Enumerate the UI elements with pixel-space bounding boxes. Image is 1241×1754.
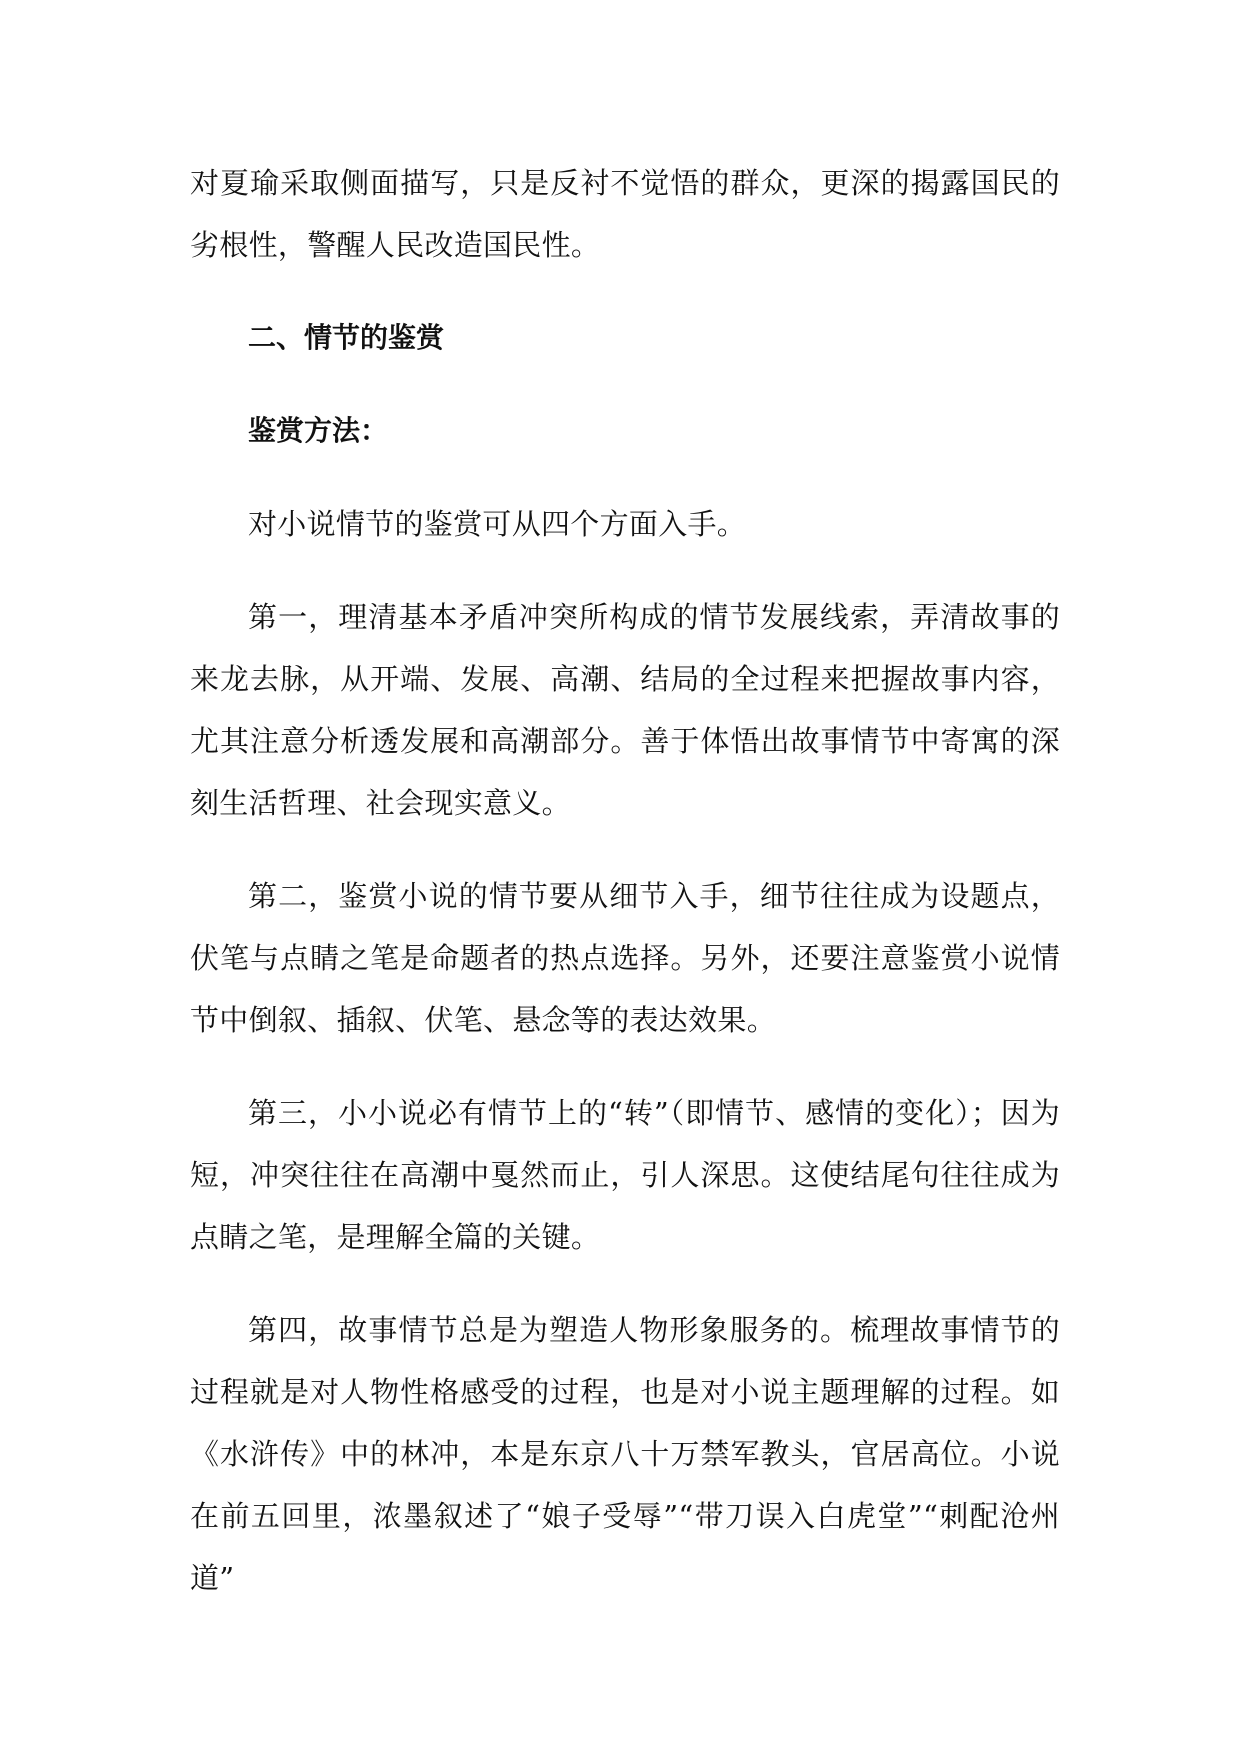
paragraph-gap [190,834,1060,865]
paragraph-point-2: 第二，鉴赏小说的情节要从细节入手，细节往往成为设题点，伏笔与点睛之笔是命题者的热点选择。另外，还要注意鉴赏小说情节中倒叙、插叙、伏笔、悬念等的表达效果。 [190,879,1060,1037]
subsection-heading: 鉴赏方法： [248,414,389,447]
paragraph-gap [190,1051,1060,1082]
paragraph-point-1: 第一，理清基本矛盾冲突所构成的情节发展线索，弄清故事的来龙去脉，从开端、发展、高潮、结局的全过程来把握故事内容，尤其注意分析透发展和高潮部分。善于体悟出故事情节中寄寓的深刻生活哲理、社会现实意义。 [190,600,1060,820]
document-body [190,152,1060,1609]
paragraph-gap [190,369,1060,400]
paragraph-gap [190,1268,1060,1299]
section-heading: 二、情节的鉴赏 [248,321,445,354]
paragraph-gap [190,462,1060,493]
paragraph-gap [190,555,1060,586]
paragraph-continuation: 对夏瑜采取侧面描写，只是反衬不觉悟的群众，更深的揭露国民的劣根性，警醒人民改造国民性。 [190,166,1060,262]
paragraph-gap [190,276,1060,307]
paragraph-intro: 对小说情节的鉴赏可从四个方面入手。 [248,507,747,541]
paragraph-point-4: 第四，故事情节总是为塑造人物形象服务的。梳理故事情节的过程就是对人物性格感受的过程，也是对小说主题理解的过程。如《水浒传》中的林冲，本是东京八十万禁军教头，官居高位。小说在前五回里，浓墨叙述了“娘子受辱”“带刀误入白虎堂”“刺配沧州道” [190,1313,1060,1595]
paragraph-point-3: 第三，小小说必有情节上的“转”（即情节、感情的变化）；因为短，冲突往往在高潮中戛然而止，引人深思。这使结尾句往往成为点睛之笔，是理解全篇的关键。 [190,1096,1060,1254]
